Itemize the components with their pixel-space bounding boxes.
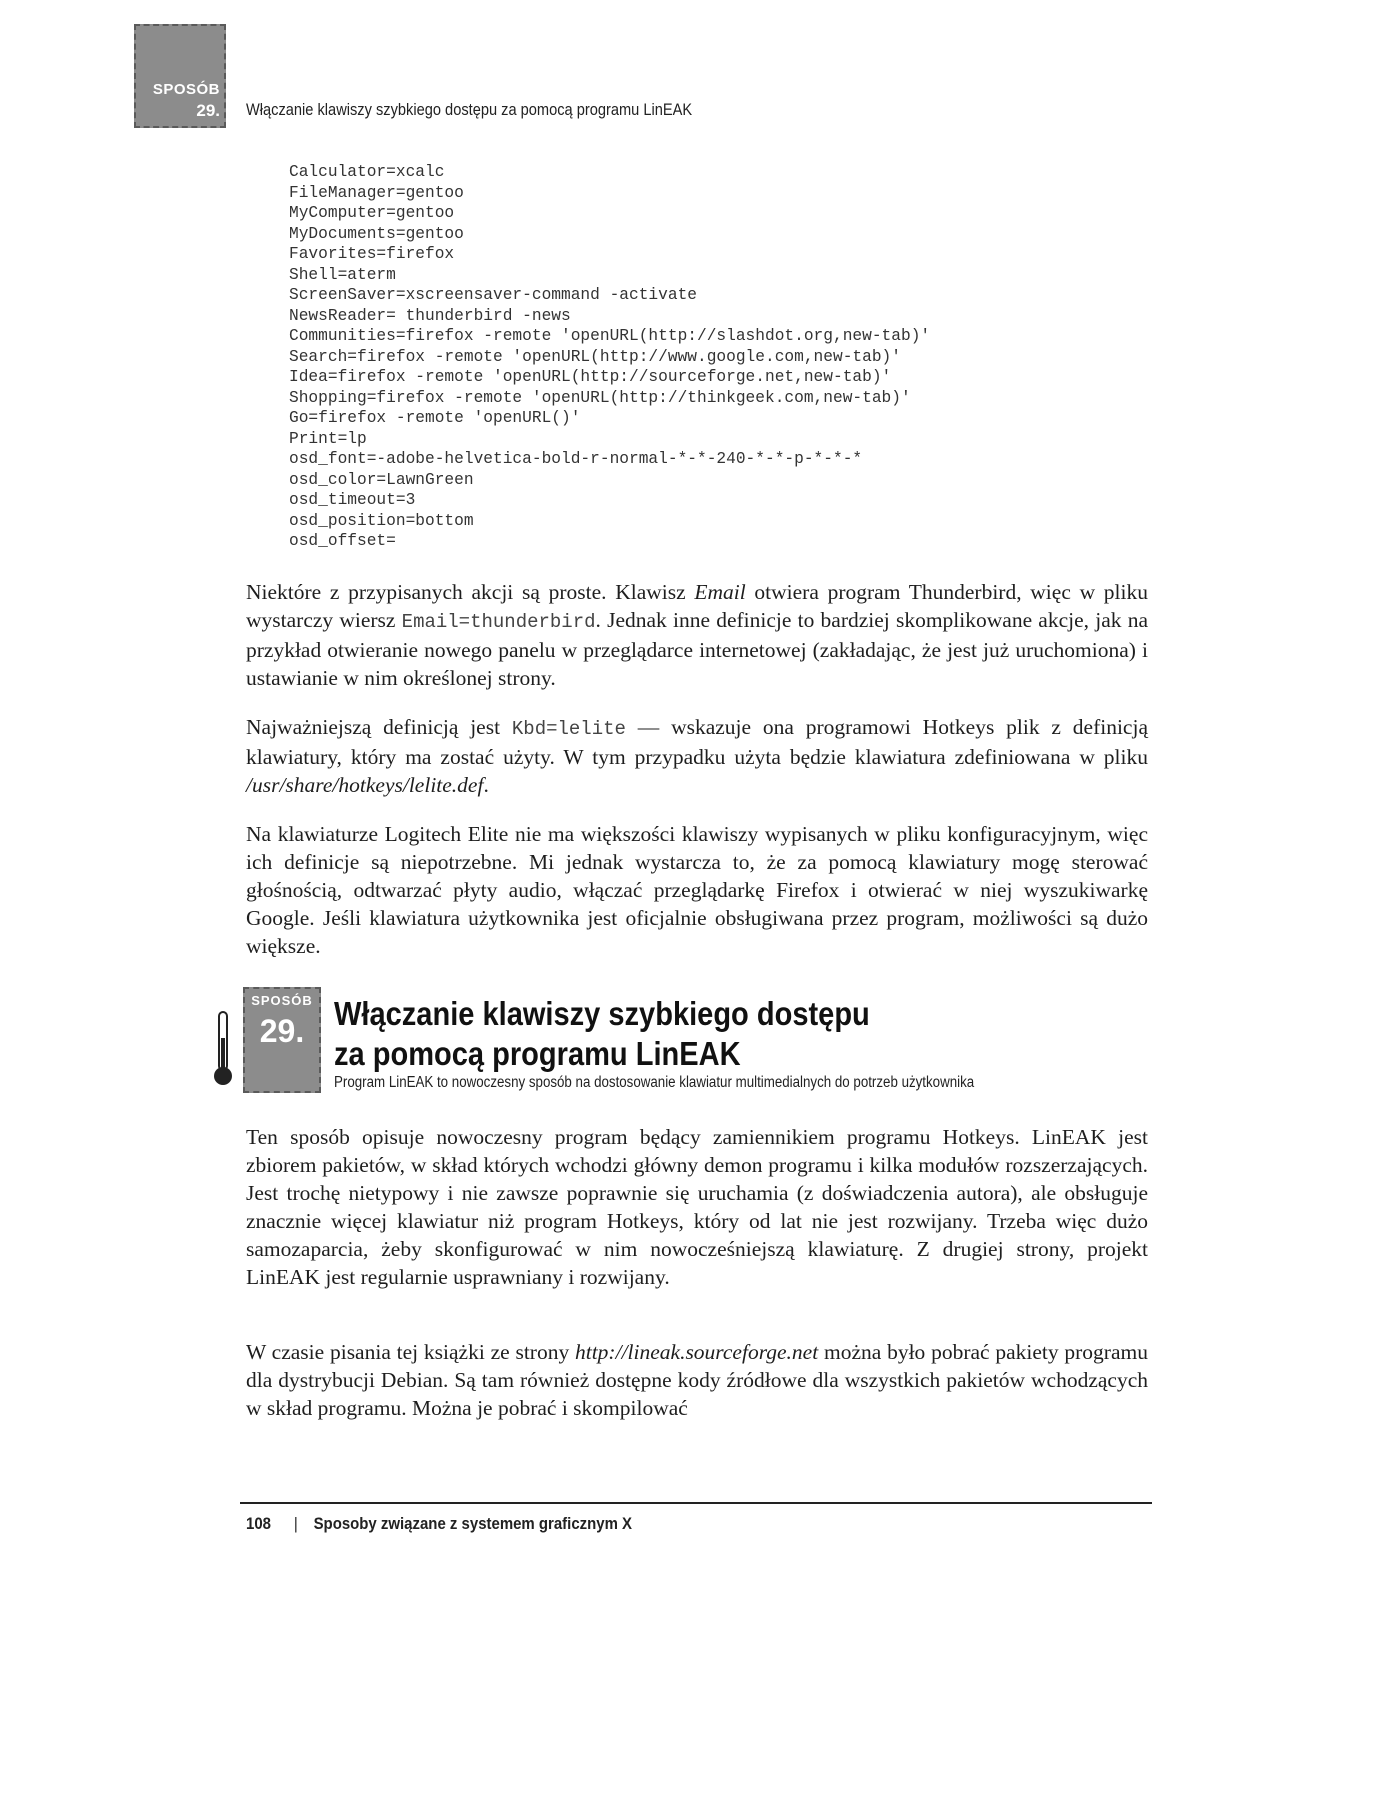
code-line: osd_timeout=3: [289, 491, 416, 509]
code-line: MyComputer=gentoo: [289, 204, 455, 222]
file-path: /usr/share/hotkeys/lelite.def: [246, 773, 484, 797]
footer-rule: [240, 1502, 1152, 1504]
header-badge: [134, 24, 226, 128]
section-title-line: Włączanie klawiszy szybkiego dostępu: [334, 995, 870, 1032]
section-badge-number: 29.: [259, 1013, 305, 1049]
code-line: Shopping=firefox -remote 'openURL(http://thinkgeek.com,new-tab)': [289, 388, 911, 407]
text-run: . Jednak inne definicje to bardziej skomplikowane akcje, jak na przykład otwieranie nowego panelu w przeglądarce internetowej (zakładając, że jest już uruchomiona) i ustawianie w nim określonej strony.: [246, 608, 1148, 690]
page-footer: [246, 1514, 632, 1534]
url-link: http://lineak.sourceforge.net: [574, 1340, 819, 1364]
section-badge: [243, 987, 321, 1093]
code-line: Shell=aterm: [289, 265, 396, 284]
text-run: W czasie pisania tej książki ze strony: [246, 1340, 575, 1364]
code-line: Calculator=xcalc: [289, 163, 445, 181]
text-run: Najważniejszą definicją jest: [246, 715, 512, 739]
section-title-line: za pomocą programu LinEAK: [334, 1035, 741, 1072]
thermometer-icon: [212, 1010, 234, 1088]
code-line: ScreenSaver=xscreensaver-command -activate: [289, 286, 697, 304]
code-listing: [289, 162, 930, 552]
inline-code: Email=thunderbird: [401, 611, 596, 633]
paragraph-kbd-definition: [246, 713, 1148, 799]
paragraph-logitech-elite: Na klawiaturze Logitech Elite nie ma większości klawiszy wypisanych w pliku konfiguracyjnym, więc ich definicje są niepotrzebne. Mi jednak wystarcza to, że za pomocą klawiatury mogę sterować głośnością, odtwarzać płyty audio, włączać przeglądarkę Firefox i otwierać w niej wyszukiwarkę Google. Jeśli klawiatura użytkownika jest oficjalnie obsługiwana przez program, możliwości są dużo większe.: [246, 822, 1148, 958]
code-line: osd_font=-adobe-helvetica-bold-r-normal-*-*-240-*-*-p-*-*-*: [289, 450, 863, 468]
key-name-email: Email: [694, 580, 746, 604]
header-badge-number: 29.: [196, 101, 220, 120]
text-run: — wskazuje ona programowi Hotkeys plik z definicją klawiatury, który ma zostać użyty. W tym przypadku użyta będzie klawiatura zdefiniowana w pliku: [246, 715, 1148, 769]
code-line: Go=firefox -remote 'openURL()': [289, 409, 581, 427]
chapter-title: Sposoby związane z systemem graficznym X: [313, 1514, 633, 1533]
code-line: Print=lp: [289, 429, 367, 448]
code-line: Search=firefox -remote 'openURL(http://www.google.com,new-tab)': [289, 347, 901, 366]
paragraph-simple-actions: [246, 578, 1148, 692]
section-subtitle: Program LinEAK to nowoczesny sposób na dostosowanie klawiatur multimedialnych do potrzeb użytkownika: [334, 1074, 975, 1091]
text-run: można było pobrać pakiety programu dla dystrybucji Debian. Są tam również dostępne kody źródłowe dla wszystkich pakietów wchodzących w skład programu. Można je pobrać i skompilować: [246, 1340, 1148, 1420]
inline-code: Kbd=lelite: [511, 718, 626, 740]
code-line: MyDocuments=gentoo: [289, 224, 464, 243]
code-line: Communities=firefox -remote 'openURL(http://slashdot.org,new-tab)': [289, 327, 931, 345]
section-badge-word: SPOSÓB: [251, 993, 313, 1008]
section-title: [334, 994, 870, 1074]
running-header-title: Włączanie klawiszy szybkiego dostępu za pomocą programu LinEAK: [246, 100, 693, 119]
code-line: Favorites=firefox: [289, 245, 455, 263]
code-line: FileManager=gentoo: [289, 183, 464, 202]
header-badge-word: SPOSÓB: [152, 81, 220, 98]
code-line: osd_position=bottom: [289, 511, 474, 530]
text-run: otwiera program Thunderbird, więc w pliku wystarczy wiersz: [246, 580, 1148, 632]
paragraph-lineak-download: [246, 1338, 1148, 1422]
code-line: osd_offset=: [289, 532, 396, 550]
text-run: Niektóre z przypisanych akcji są proste. Klawisz: [246, 580, 695, 604]
code-line: Idea=firefox -remote 'openURL(http://sourceforge.net,new-tab)': [289, 368, 892, 386]
text-run: .: [483, 773, 489, 797]
footer-separator: |: [293, 1514, 298, 1533]
page-number: 108: [246, 1514, 271, 1533]
paragraph-lineak-intro: Ten sposób opisuje nowoczesny program będący zamiennikiem programu Hotkeys. LinEAK jest zbiorem pakietów, w skład których wchodzi główny demon programu i kilka modułów rozszerzających. Jest trochę nietypowy i nie zawsze poprawnie się uruchamia (z doświadczenia autora), ale obsługuje znacznie więcej klawiatur niż program Hotkeys, który od lat nie jest rozwijany. Trzeba więc dużo samozaparcia, żeby skonfigurować w nim nowocześniejszą klawiaturę. Z drugiej strony, projekt LinEAK jest regularnie usprawniany i rozwijany.: [246, 1125, 1148, 1289]
code-line: osd_color=LawnGreen: [289, 470, 474, 489]
code-line: NewsReader= thunderbird -news: [289, 306, 571, 325]
